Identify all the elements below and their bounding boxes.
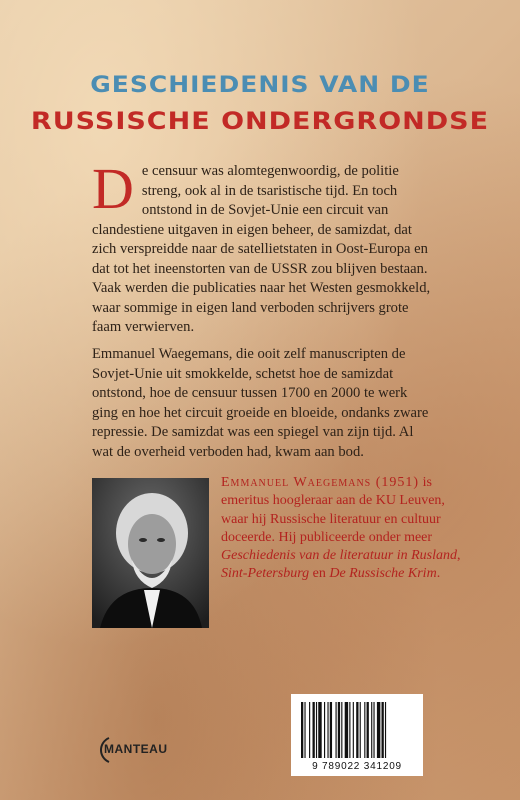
barcode-bar: [341, 702, 342, 758]
barcode-bar: [360, 702, 361, 758]
barcode-bar: [330, 702, 332, 758]
barcode: [291, 694, 423, 776]
barcode-bar: [364, 702, 365, 758]
barcode-bar: [336, 702, 337, 758]
barcode-bar: [324, 702, 325, 758]
publisher-logo: [95, 735, 167, 765]
bio-text: is emeritus hoogleraar aan de KU Leuven, waar hij Russische literatuur en cultuur doceerde. Hij publiceerde onder meer: [221, 475, 445, 545]
barcode-bar: [345, 702, 348, 758]
bio-separator-2: en: [309, 566, 330, 582]
drop-cap: D: [92, 156, 134, 221]
barcode-bar: [304, 702, 305, 758]
barcode-bar: [385, 702, 386, 758]
publisher-name: MANTEAU: [104, 742, 168, 756]
isbn-number: 9 789022 341209: [312, 761, 402, 772]
barcode-bar: [316, 702, 317, 758]
author-photo: [92, 478, 209, 628]
bio-book-1: Geschiedenis van de literatuur in Rusland: [221, 548, 458, 564]
author-portrait-icon: [92, 478, 209, 628]
author-name: Emmanuel Waegemans (1951): [221, 475, 420, 490]
barcode-bar: [373, 702, 374, 758]
blurb-paragraph-1: [92, 156, 432, 338]
bio-book-3: De Russische Krim: [329, 566, 437, 582]
barcode-bar: [353, 702, 354, 758]
blurb-paragraph-2: Emmanuel Waegemans, die ooit zelf manuscripten de Sovjet-Unie uit smokkelde, schetst hoe de samizdat ontstond, hoe de censuur tussen 1700 en 2000 te werk ging en hoe het circuit groeide en bloeide, ondanks zware repressie. De samizdat was een spiegel van zijn tijd. Al wat de overheid verboden had, kwam aan bod.: [92, 346, 429, 460]
barcode-bar: [313, 702, 315, 758]
barcode-bar: [318, 702, 321, 758]
title-line-2: RUSSISCHE ONDERGRONDSE: [30, 107, 490, 136]
barcode-bar: [371, 702, 372, 758]
bio-end: .: [436, 566, 441, 582]
barcode-bar: [327, 702, 328, 758]
barcode-bar: [377, 702, 380, 758]
barcode-bar: [367, 702, 369, 758]
author-bio: [221, 474, 461, 584]
barcode-bar: [382, 702, 384, 758]
title-line-1: GESCHIEDENIS VAN DE: [90, 71, 430, 98]
barcode-bar: [309, 702, 310, 758]
blurb-paragraph-1-text: e censuur was alomtegenwoordig, de politie streng, ook al in de tsaristische tijd. En toch ontstond in de Sovjet-Unie een circuit van clandestiene uitgaven in eigen beheer, de samizdat, dat zich verspreidde naar de satellietstaten in Oost-Europa en dat tot het ineenstorten van de USSR zou blijven bestaan. Vaak werden die publicaties naar het Westen gesmokkeld, waar sommige in eigen land verboden schrijvers grote faam verwierven.: [92, 163, 431, 335]
barcode-bar: [349, 702, 350, 758]
barcode-bar: [356, 702, 358, 758]
bio-separator-1: ,: [457, 548, 461, 564]
barcode-icon: [291, 694, 423, 762]
barcode-bar: [338, 702, 340, 758]
bio-book-2: Sint-Petersburg: [221, 566, 310, 582]
barcode-bar: [301, 702, 303, 758]
